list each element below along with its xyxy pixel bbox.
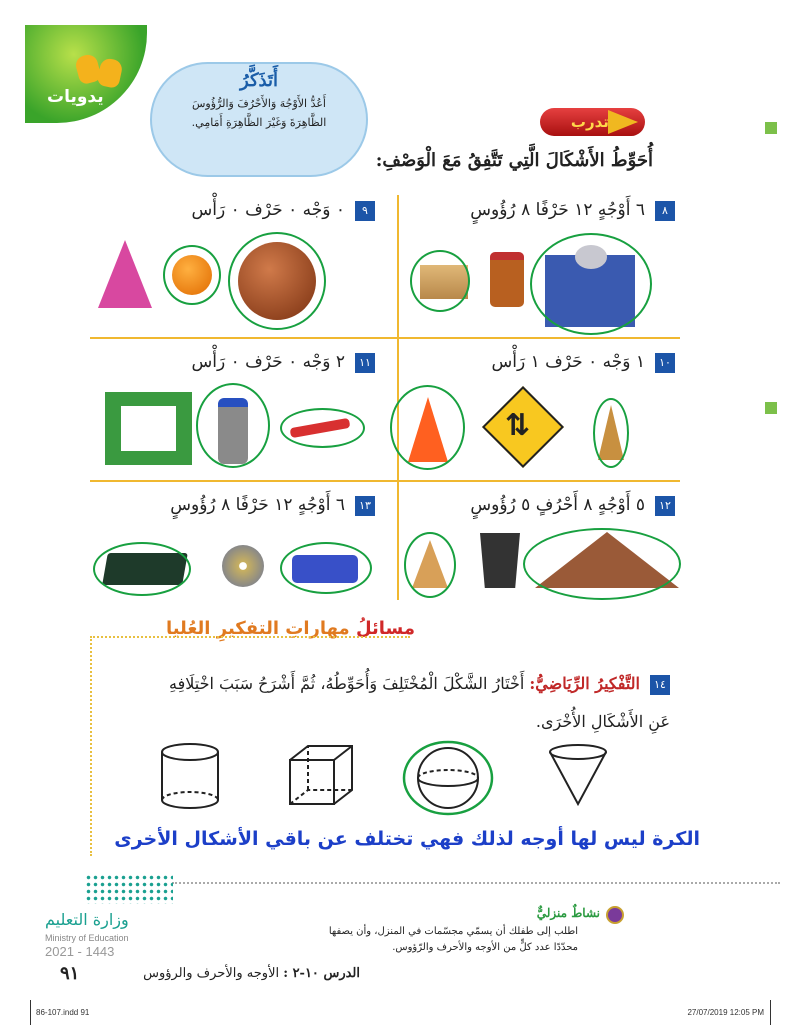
lesson-title: الأوجه والأحرف والرؤوس — [143, 966, 280, 981]
tab-label: يدويات — [47, 87, 104, 107]
lesson-footer — [143, 966, 360, 981]
problem-13-header — [170, 495, 375, 516]
answer-circle[interactable] — [163, 245, 221, 305]
answer-text: الكرة ليس لها أوجه لذلك فهي تختلف عن باقي الأشكال الأخرى — [114, 828, 700, 850]
crop-mark — [30, 1000, 31, 1025]
dotted-border — [90, 636, 410, 638]
party-hat-image — [98, 240, 152, 308]
print-file: 86-107.indd 91 — [36, 1008, 90, 1017]
q14-label: التَّفْكِيرُ الرِّيَاضِيُّ: — [529, 674, 640, 693]
problem-number: ٩ — [355, 201, 375, 221]
answer-circle[interactable] — [280, 542, 372, 594]
answer-circle[interactable] — [523, 528, 681, 600]
problem-14 — [110, 665, 670, 741]
wastebasket-image — [480, 533, 520, 588]
answer-circle[interactable] — [196, 383, 270, 468]
grid-divider — [397, 195, 399, 600]
lesson-label: الدرس ١٠-٢ : — [283, 966, 360, 981]
problem-12-header — [470, 495, 675, 516]
crop-mark — [770, 1000, 771, 1025]
problem-number: ١٤ — [650, 675, 670, 695]
dotted-rule — [172, 882, 780, 884]
problem-10-header — [492, 352, 675, 373]
answer-circle[interactable] — [228, 232, 326, 330]
home-activity-text: محدّدًا عدد كلٍّ من الأوجه والأحرف والرّؤوس. — [392, 942, 578, 953]
arrow-icon — [608, 110, 638, 134]
margin-marker — [765, 122, 777, 134]
problem-number: ٨ — [655, 201, 675, 221]
problem-desc: ٥ أَوْجُهٍ ٨ أَحْرُفٍ ٥ رُؤُوسٍ — [470, 495, 645, 515]
problem-desc: ٠ وَجْه ٠ حَرْف ٠ رَأْس — [191, 200, 345, 220]
problem-desc: ٦ أَوْجُهٍ ١٢ حَرْفًا ٨ رُؤُوسٍ — [170, 495, 345, 515]
vision-logo — [85, 874, 173, 904]
hots-rest: مهاراتِ التفكيرِ العُليا — [165, 618, 350, 639]
two-way-arrows-icon: ⇅ — [505, 408, 531, 443]
cylinder-shape — [162, 744, 218, 808]
problem-number: ١٠ — [655, 353, 675, 373]
answer-circle[interactable] — [593, 398, 629, 468]
hots-word: مسائلُ — [355, 618, 415, 639]
home-activity-title: نشاطٌ منزليٌّ — [536, 906, 600, 920]
problem-desc: ١ وَجْه ٠ حَرْف ١ رَأْس — [491, 352, 645, 372]
cube-shape — [290, 746, 352, 804]
cd-image — [222, 545, 264, 587]
problem-desc: ٦ أَوْجُهٍ ١٢ حَرْفًا ٨ رُؤُوسٍ — [470, 200, 645, 220]
print-datetime: 27/07/2019 12:05 PM — [687, 1008, 764, 1017]
problem-number: ١٣ — [355, 496, 375, 516]
problem-number: ١٢ — [655, 496, 675, 516]
remember-line: أَعُدُّ الأَوْجُهَ وَالأَحْرُفَ وَالرُّؤُوسَ — [192, 97, 326, 110]
hands-icon — [96, 57, 123, 89]
margin-marker — [765, 402, 777, 414]
q14-text: أَخْتَارُ الشَّكْلَ الْمُخْتَلِفَ وَأُحَوِّطُهُ، ثُمَّ أَشْرَحُ سَبَبَ اخْتِلَافِهِ — [169, 674, 525, 693]
picture-frame-image — [105, 392, 192, 465]
answer-circle[interactable] — [530, 233, 652, 335]
grid-divider — [90, 480, 680, 482]
answer-circle[interactable] — [93, 542, 191, 596]
problem-11-header — [192, 352, 375, 373]
q14-text: عَنِ الأَشْكَالِ الأُخْرَى. — [535, 712, 670, 731]
home-activity-text: اطلب إلى طفلك أن يسمّي مجسّمات في المنزل، وأن يصفها — [328, 926, 578, 937]
answer-circle[interactable] — [404, 532, 456, 598]
problem-desc: ٢ وَجْه ٠ حَرْف ٠ رَأْس — [191, 352, 345, 372]
sphere-shape — [418, 748, 478, 808]
instruction: أُحَوِّطُ الأَشْكَالَ الَّتِي تَتَّفِقُ مَعَ الْوَصْفِ: — [375, 150, 653, 171]
manipulatives-tab — [25, 25, 147, 123]
answer-circle[interactable] — [390, 385, 465, 470]
cone-shape — [550, 745, 606, 804]
remember-title: أَتَذَكَّرُ — [240, 70, 278, 91]
page-number: ٩١ — [60, 963, 80, 984]
remember-cloud — [150, 62, 368, 177]
dotted-border — [90, 636, 92, 856]
edition-year: 2021 - 1443 — [45, 944, 115, 959]
solid-shapes — [150, 740, 620, 820]
ministry-name: وزارة التعليم — [45, 910, 129, 929]
problem-number: ١١ — [355, 353, 375, 373]
answer-circle[interactable] — [280, 408, 365, 448]
jar-image — [490, 252, 524, 307]
remember-line: الظَّاهِرَةَ وَغَيْرَ الظَّاهِرَةِ أَمَامِي. — [191, 116, 327, 129]
home-activity-icon — [606, 906, 624, 924]
problem-8-header — [470, 200, 675, 221]
practice-banner: أتدرب — [540, 108, 645, 136]
problem-9-header — [192, 200, 375, 221]
answer-circle[interactable] — [410, 250, 470, 312]
ministry-name-en: Ministry of Education — [45, 933, 129, 943]
grid-divider — [90, 337, 680, 339]
